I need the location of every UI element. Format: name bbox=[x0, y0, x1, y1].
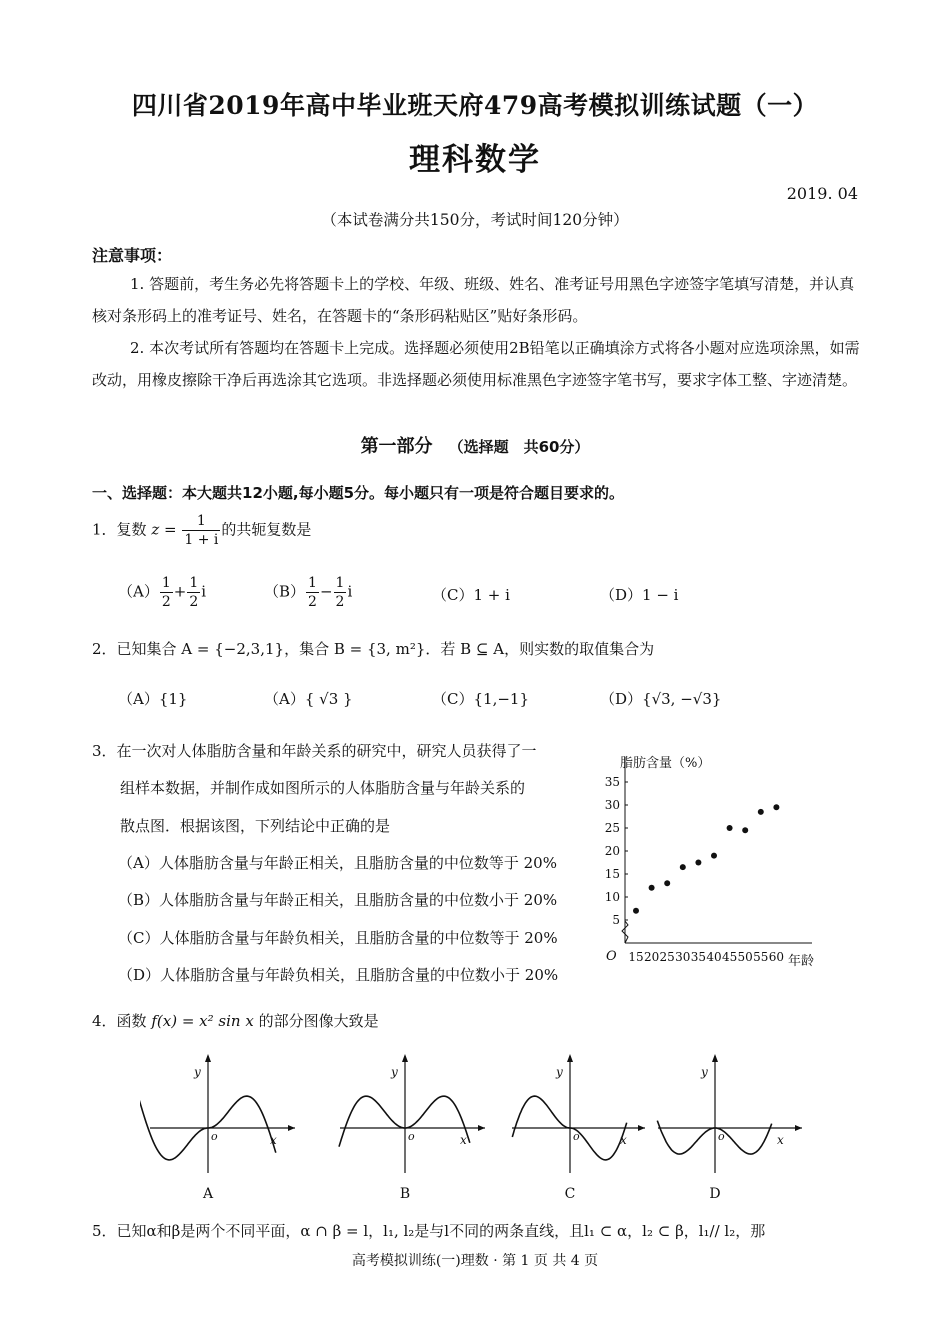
x-axis-label: 年龄 bbox=[788, 954, 815, 969]
page-footer: 高考模拟训练(一)理数 · 第 1 页 共 4 页 bbox=[351, 1253, 599, 1269]
section-subtitle: （选择题 共60分） bbox=[448, 438, 590, 456]
section-instruction: 一、选择题：本大题共12小题,每小题5分。每小题只有一项是符合题目要求的。 bbox=[92, 484, 625, 502]
question-5: 5．已知α和β是两个不同平面，α ∩ β = l，l₁, l₂是与l不同的两条直线，且l₁ ⊂ α，l₂ ⊂ β，l₁// l₂，那 bbox=[92, 1222, 766, 1240]
graph-label-c: C bbox=[564, 1186, 576, 1202]
x-tick-label: 40 bbox=[706, 950, 722, 964]
svg-text:x: x bbox=[460, 1133, 467, 1147]
q1-number: 1． bbox=[92, 520, 117, 539]
q1-suffix: 的共轭复数是 bbox=[221, 520, 312, 539]
svg-text:x: x bbox=[777, 1133, 784, 1147]
q1-eq: = bbox=[159, 520, 182, 539]
q4-prefix: 函数 bbox=[116, 1012, 147, 1030]
y-tick-label: 5 bbox=[612, 913, 620, 927]
graph-label-b: B bbox=[399, 1186, 411, 1202]
q1-option-c[interactable]: （C）1 + i bbox=[432, 586, 510, 604]
q4-suffix: 的部分图像大致是 bbox=[258, 1012, 379, 1030]
data-point bbox=[742, 827, 748, 833]
q1-option-b[interactable] bbox=[264, 574, 352, 611]
data-point bbox=[727, 825, 733, 831]
y-tick-label: 10 bbox=[604, 890, 620, 904]
x-tick-label: 30 bbox=[675, 950, 691, 964]
q4-formula: f(x) = x² sin x bbox=[151, 1012, 254, 1030]
function-graphs bbox=[140, 1048, 810, 1208]
q1-optA-n2: 1 bbox=[189, 575, 199, 591]
x-tick-label: 35 bbox=[690, 950, 707, 964]
q1-optA-tail: i bbox=[201, 582, 207, 601]
data-point bbox=[758, 809, 764, 815]
y-tick-label: 35 bbox=[604, 775, 620, 789]
scatter-plot bbox=[600, 745, 840, 975]
question-3-line-2: 组样本数据，并制作成如图所示的人体脂肪含量与年龄关系的 bbox=[120, 779, 526, 797]
q1-option-a[interactable] bbox=[118, 574, 206, 611]
question-2: 2．已知集合 A = {−2,3,1}，集合 B = {3, m²}．若 B ⊆ A，则实数的取值集合为 bbox=[92, 640, 655, 658]
q1-optB-tail: i bbox=[347, 582, 353, 601]
graph-option-d bbox=[657, 1054, 802, 1202]
question-1 bbox=[92, 512, 311, 549]
svg-text:o: o bbox=[573, 1130, 580, 1143]
q1-optA-n1: 1 bbox=[161, 575, 171, 591]
data-point bbox=[773, 804, 779, 810]
q2-option-d[interactable]: （D）{√3, −√3} bbox=[600, 690, 722, 708]
q2-option-c[interactable]: （C）{1,−1} bbox=[432, 690, 529, 708]
q3-option-a[interactable]: （A）人体脂肪含量与年龄正相关，且脂肪含量的中位数等于 20% bbox=[118, 854, 557, 872]
q1-prefix: 复数 bbox=[116, 520, 147, 539]
graph-option-a bbox=[140, 1054, 295, 1202]
q2-option-a[interactable]: （A）{1} bbox=[118, 690, 188, 708]
data-point bbox=[633, 908, 639, 914]
svg-text:x: x bbox=[270, 1133, 277, 1147]
y-axis-label: 脂肪含量（%） bbox=[620, 756, 711, 771]
y-tick-label: 25 bbox=[604, 821, 620, 835]
svg-text:y: y bbox=[194, 1065, 201, 1079]
y-tick-label: 20 bbox=[604, 844, 620, 858]
q1-optB-d2: 2 bbox=[335, 594, 345, 610]
notice-item-2: 2. 本次考试所有答题均在答题卡上完成。选择题必须使用2B铅笔以正确填涂方式将各小题对应选项涂黑，如需改动，用橡皮擦除干净后再选涂其它选项。非选择题必须使用标准黑色字迹签字笔书写，要求字体工整、字迹清楚。 bbox=[92, 339, 860, 389]
q1-optA-d1: 2 bbox=[161, 594, 171, 610]
data-point bbox=[649, 885, 655, 891]
x-tick-label: 60 bbox=[768, 950, 785, 964]
origin-label: O bbox=[606, 949, 617, 964]
q1-optA-d2: 2 bbox=[189, 594, 199, 610]
q1-fraction bbox=[182, 512, 220, 549]
graph-option-b bbox=[339, 1054, 485, 1202]
q1-frac-den: 1 + i bbox=[184, 532, 219, 548]
q1-optA-op: + bbox=[173, 582, 187, 601]
graph-option-c bbox=[512, 1054, 645, 1202]
data-point bbox=[680, 864, 686, 870]
y-tick-label: 30 bbox=[604, 798, 620, 812]
svg-text:y: y bbox=[391, 1065, 398, 1079]
y-tick-label: 15 bbox=[604, 867, 620, 881]
q3-option-b[interactable]: （B）人体脂肪含量与年龄正相关，且脂肪含量的中位数小于 20% bbox=[118, 891, 558, 909]
x-tick-label: 55 bbox=[753, 950, 769, 964]
q1-frac-num: 1 bbox=[182, 512, 220, 531]
question-3-line-1: 3．在一次对人体脂肪含量和年龄关系的研究中，研究人员获得了一 bbox=[92, 742, 537, 760]
svg-text:y: y bbox=[701, 1065, 708, 1079]
exam-info: （本试卷满分共150分，考试时间120分钟） bbox=[321, 211, 629, 229]
q1-optB-op: − bbox=[319, 582, 333, 601]
svg-text:o: o bbox=[211, 1130, 218, 1143]
question-4 bbox=[92, 1010, 379, 1031]
notice-item-1: 1. 答题前，考生务必先将答题卡上的学校、年级、班级、姓名、准考证号用黑色字迹签字笔填写清楚，并认真核对条形码上的准考证号、姓名，在答题卡的“条形码粘贴区”贴好条形码。 bbox=[92, 275, 855, 325]
q2-option-b[interactable]: （A）{ √3 } bbox=[264, 690, 353, 708]
x-tick-label: 50 bbox=[737, 950, 753, 964]
notice-heading: 注意事项： bbox=[92, 246, 173, 265]
q3-option-d[interactable]: （D）人体脂肪含量与年龄负相关，且脂肪含量的中位数小于 20% bbox=[118, 966, 559, 984]
q1-option-d[interactable]: （D）1 − i bbox=[600, 586, 679, 604]
svg-text:o: o bbox=[718, 1130, 725, 1143]
svg-text:y: y bbox=[556, 1065, 563, 1079]
svg-text:o: o bbox=[408, 1130, 415, 1143]
section-title bbox=[0, 432, 950, 458]
question-3-line-3: 散点图．根据该图，下列结论中正确的是 bbox=[120, 817, 391, 835]
graph-label-a: A bbox=[202, 1186, 214, 1202]
q1-optB-n2: 1 bbox=[335, 575, 345, 591]
q1-optB-label: （B） bbox=[264, 582, 306, 601]
svg-text:x: x bbox=[620, 1133, 627, 1147]
subject-title: 理科数学 bbox=[409, 142, 541, 178]
x-tick-label: 15 bbox=[628, 950, 644, 964]
q1-optB-d1: 2 bbox=[308, 594, 317, 610]
data-point bbox=[695, 860, 701, 866]
exam-title: 四川省2019年高中毕业班天府479高考模拟训练试题（一） bbox=[131, 91, 819, 120]
q3-option-c[interactable]: （C）人体脂肪含量与年龄负相关，且脂肪含量的中位数等于 20% bbox=[118, 929, 558, 947]
x-tick-label: 45 bbox=[721, 950, 738, 964]
exam-date: 2019. 04 bbox=[786, 184, 858, 203]
q4-number: 4． bbox=[92, 1012, 117, 1030]
q1-optA-label: （A） bbox=[118, 582, 159, 601]
graph-label-d: D bbox=[709, 1186, 721, 1202]
q1-var: z bbox=[151, 520, 160, 539]
section-name: 第一部分 bbox=[360, 436, 433, 457]
x-tick-label: 25 bbox=[659, 950, 675, 964]
data-point bbox=[711, 853, 717, 859]
q1-optB-n1: 1 bbox=[308, 575, 317, 591]
x-tick-label: 20 bbox=[643, 950, 660, 964]
data-point bbox=[664, 880, 670, 886]
